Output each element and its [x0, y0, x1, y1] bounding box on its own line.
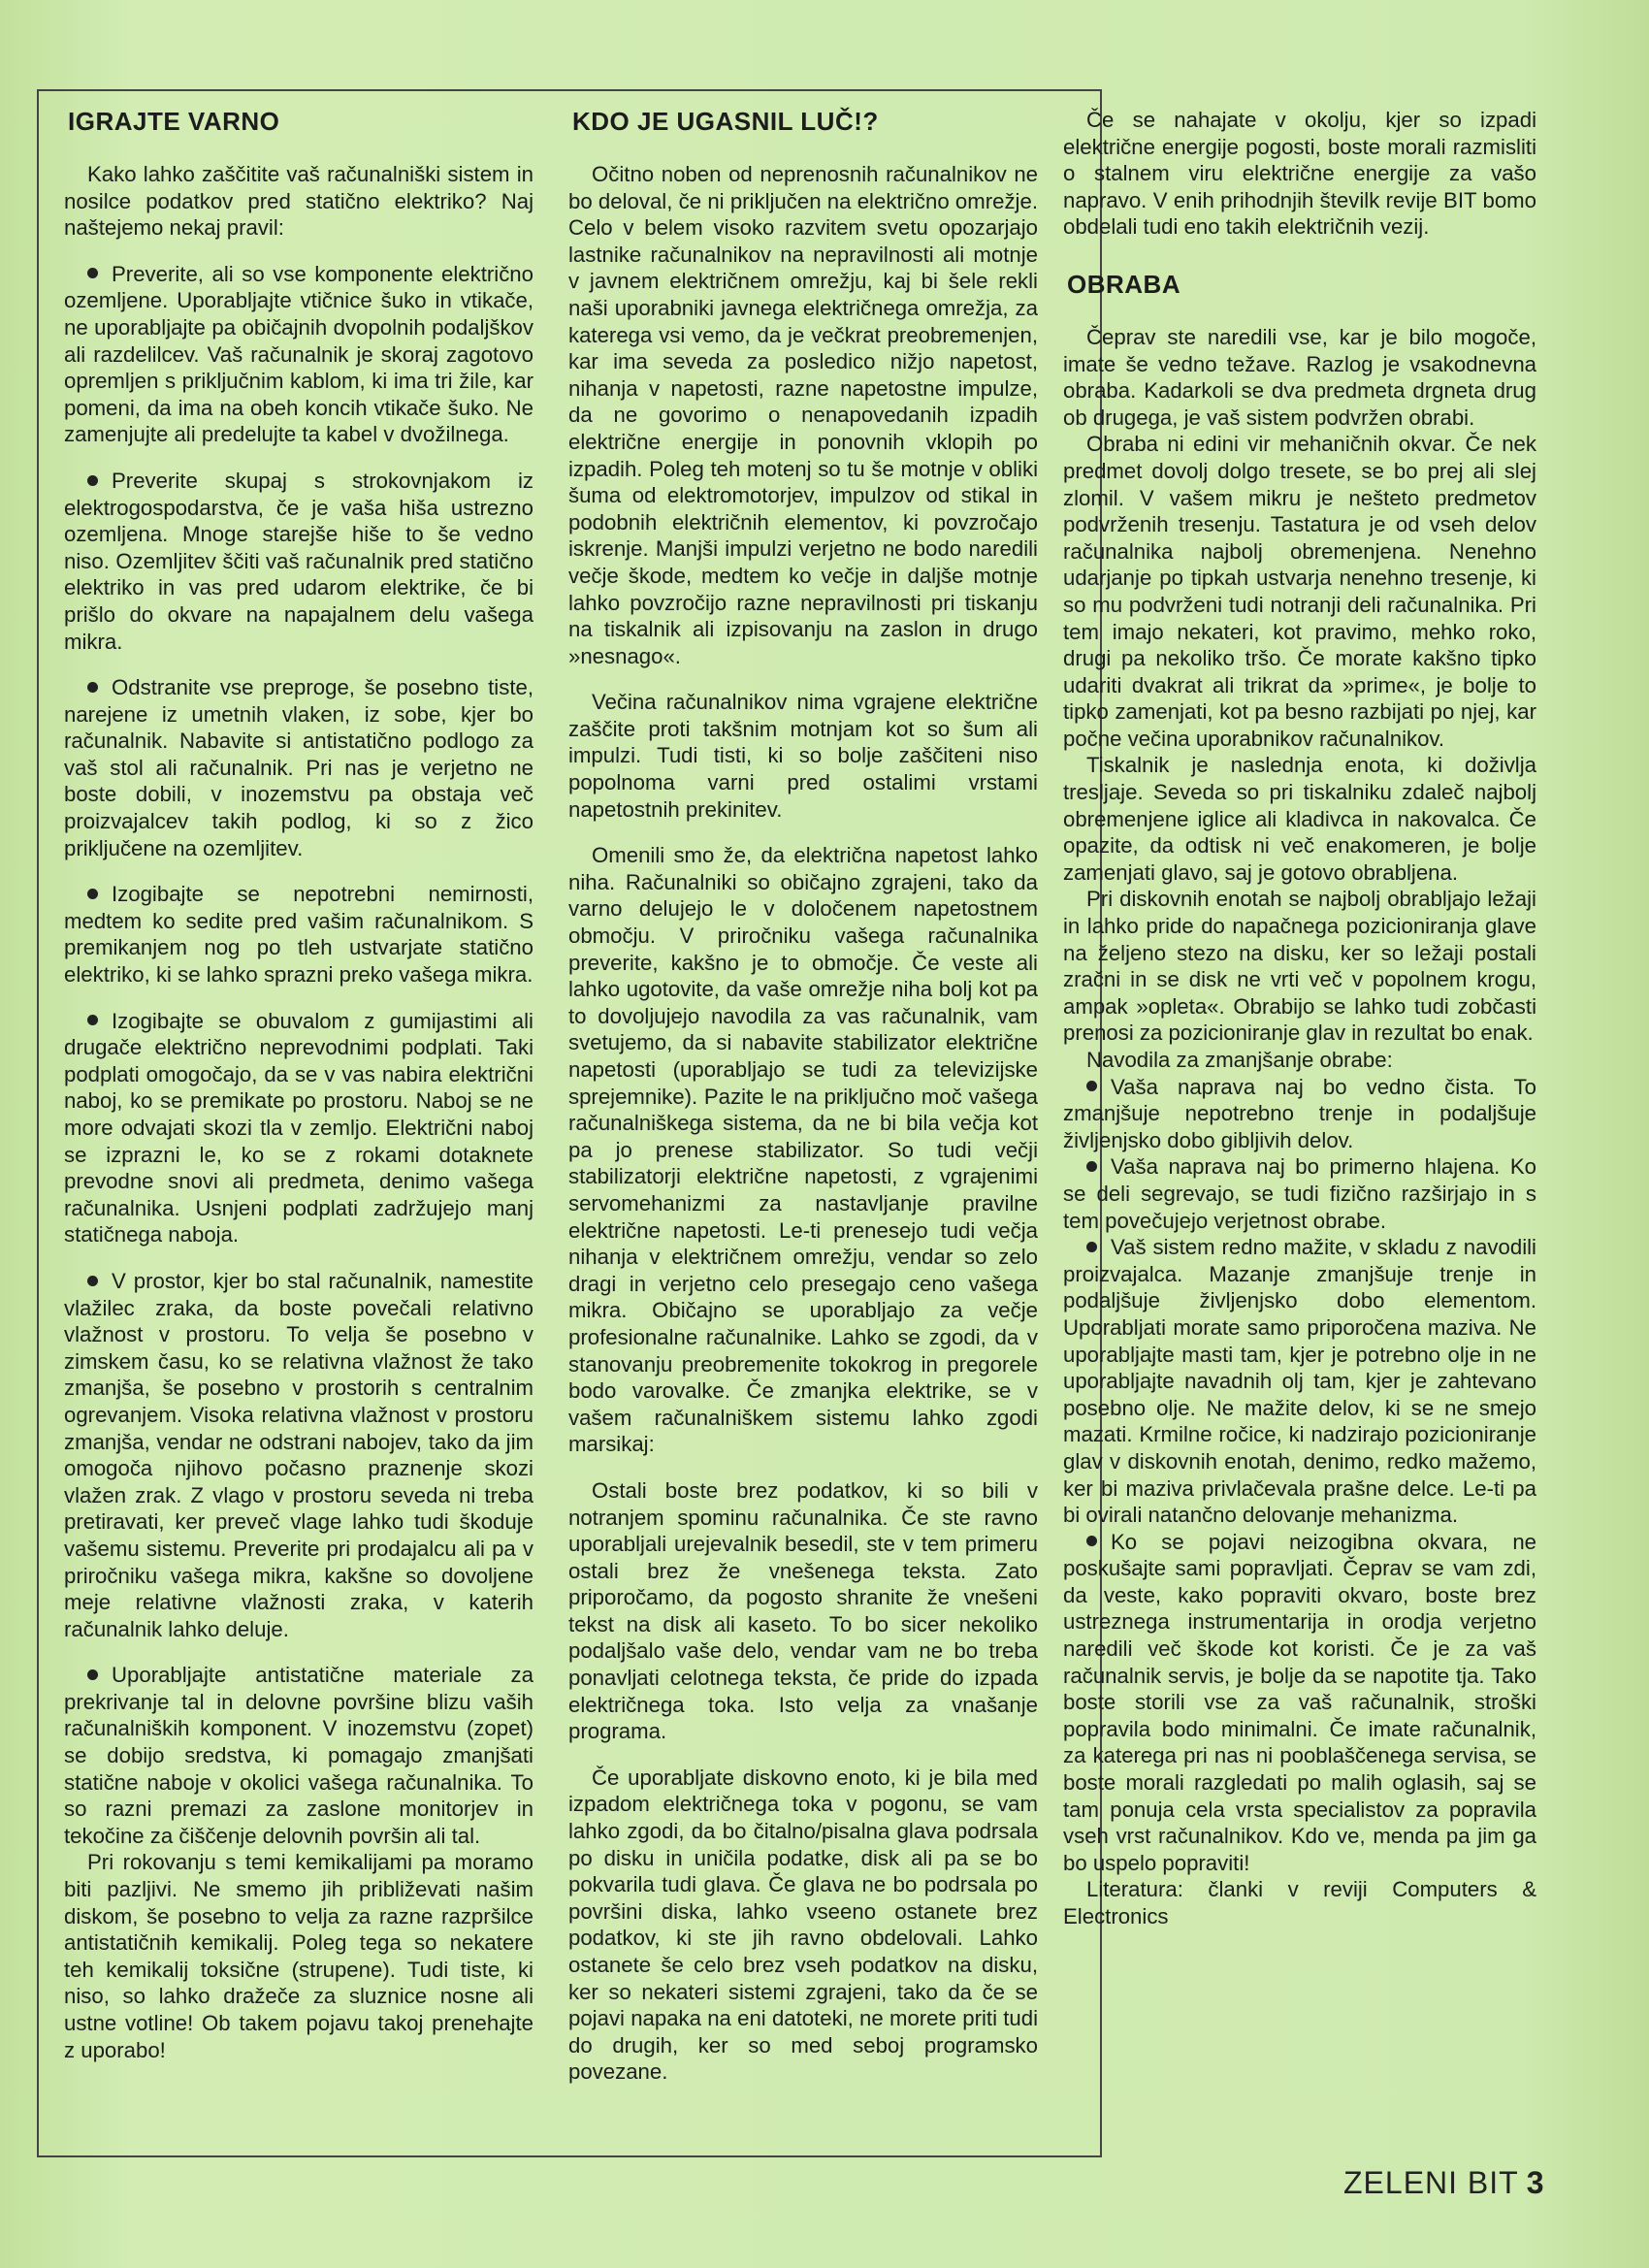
paragraph-text: Odstranite vse preproge, še posebno tiste, narejene iz umetnih vlaken, iz sobe, kjer bo računalnik. Nabavite si antistatično podlogo za vaš stol ali računalnik. Pri nas je verjetno ne boste dobili, v inozemstvu pa obstaja več proizvajalcev takih podlog, ki so z žico priključene na ozemljitev. [64, 675, 534, 860]
bullet-paragraph [64, 1268, 534, 1642]
bullet-icon [87, 1669, 98, 1680]
paragraph-text: Izogibajte se nepotrebni nemirnosti, medtem ko sedite pred vašim računalnikom. S premikanjem nog po tleh ustvarjate statično elektriko, ki se lahko sprazni preko vašega mikra. [64, 882, 534, 988]
paragraph: Če se nahajate v okolju, kjer so izpadi električne energije pogosti, boste morali razmisliti o stalnem viru električne energije za vašo napravo. V enih prihodnjih številk revije BIT bomo obdelali tudi eno takih električnih vezij. [1063, 108, 1536, 240]
column-obraba [1063, 107, 1536, 1930]
paragraph: Pri rokovanju s temi kemikalijami pa moramo biti pazljivi. Ne smemo jih približevati našim diskom, še posebno to velja za razne razpršilce antistatičnih kemikalij. Poleg tega so nekatere teh kemikalij toksične (strupene). Tudi tiste, ki niso, so lahko dražeče za sluznice nosne ali ustne votline! Ob takem pojavu takoj prenehajte z uporabo! [64, 1850, 534, 2062]
bullet-icon [1086, 1161, 1097, 1172]
paragraph-text: Vaša naprava naj bo vedno čista. To zmanjšuje nepotrebno trenje in podaljšuje življenjsko dobo gibljivih delov. [1063, 1074, 1536, 1152]
bullet-icon [87, 268, 98, 278]
bullet-paragraph [1063, 1153, 1536, 1234]
column-igrajte-varno [64, 107, 534, 2063]
bullet-paragraph [64, 1008, 534, 1248]
bullet-paragraph [64, 1662, 534, 1849]
bullet-icon [87, 1276, 98, 1286]
paragraph-text: Izogibajte se obuvalom z gumijastimi ali drugače električno neprevodnimi podplati. Taki podplati omogočajo, da se v vas nabira električni naboj, ko se premikate po prostoru. Naboj se ne more odvajati skozi tla v zemljo. Električni naboj se izprazni le, ko se z rokami dotaknete prevodne snovi ali predmeta, denimo vašega računalnika. Usnjeni podplati zadržujejo manj statičnega naboja. [64, 1008, 534, 1247]
column-kdo-je-ugasnil-luc [568, 107, 1038, 2086]
bullet-paragraph [1063, 1074, 1536, 1154]
paragraph: Ostali boste brez podatkov, ki so bili v notranjem spominu računalnika. Če ste ravno uporabljali urejevalnik besedil, ste v tem primeru ostali brez že vnešenega teksta. Zato priporočamo, da pogosto shranite že vnešeni tekst na disk ali kaseto. To bo sicer nekoliko podaljšalo vaše delo, vendar vam ne bo treba ponavljati celotnega teksta, če pride do izpada električnega toka. Isto velja za vnašanje programa. [568, 1477, 1038, 1744]
bullet-paragraph [64, 468, 534, 655]
bullet-paragraph [1063, 1234, 1536, 1529]
heading-kdo-je-ugasnil-luc: KDO JE UGASNIL LUČ!? [572, 107, 879, 136]
heading-igrajte-varno: IGRAJTE VARNO [68, 107, 280, 136]
paragraph: Tiskalnik je naslednja enota, ki doživlja tresljaje. Seveda so pri tiskalniku zdaleč najbolj obremenjene iglice ali kladivca in nakovalca. Če opazite, da odtisk ni več enakomeren, je bolje zamenjati glavo, saj je gotovo obrabljena. [1063, 753, 1536, 885]
bullet-paragraph [64, 261, 534, 448]
paragraph: Navodila za zmanjšanje obrabe: [1086, 1048, 1393, 1072]
bullet-icon [1086, 1536, 1097, 1546]
paragraph: Čeprav ste naredili vse, kar je bilo mogoče, imate še vedno težave. Razlog je vsakodnevna obraba. Kadarkoli se dva predmeta drgneta drug ob drugega, je vaš sistem podvržen obrabi. [1063, 324, 1536, 430]
paragraph: Pri diskovnih enotah se najbolj obrabljajo ležaji in lahko pride do napačnega pozicioniranja glave na željeno stezo na disku, ker so ležaji postali zračni in se disk ne vrti več v popolnem krogu, ampak »opleta«. Obrabijo se lahko tudi zobčasti prenosi za pozicioniranje glav in rezultat bo enak. [1063, 887, 1536, 1046]
paragraph: Omenili smo že, da električna napetost lahko niha. Računalniki so običajno zgrajeni, tako da varno delujejo le v določenem napetostnem območju. V priročniku vašega računalnika preverite, kakšno je to območje. Če veste ali lahko ugotovite, da vaše omrežje niha bolj kot pa to dovoljujejo navodila za vas računalnik, vam svetujemo, da si nabavite stabilizator električne napetosti (uporabljajo se tudi za televizijske sprejemnike). Pazite le na priključno moč vašega računalniškega sistema, da ne bi bila večja kot pa jo prenese stabilizator. So tudi večji stabilizatorji električne napetosti, z vgrajenimi servomehanizmi za nastavljanje pravilne električne napetosti. Le-ti prenesejo tudi večja nihanja v električnem omrežju, vendar so zelo dragi in verjetno celo presegajo ceno vašega mikra. Običajno se uporabljajo za večje profesionalne računalnike. Lahko se zgodi, da v stanovanju preobremenite tokokrog in pregorele bodo varovalke. Če zmanjka elektrike, se v vašem računalniškem sistemu lahko zgodi marsikaj: [568, 843, 1038, 1457]
paragraph-text: Uporabljajte antistatične materiale za prekrivanje tal in delovne površine blizu vaših računalniških komponent. V inozemstvu (zopet) se dobijo sredstva, ki pomagajo zmanjšati statične naboje v okolici vašega računalnika. To so razni premazi za zaslone monitorjev in tekočine za čiščenje delovnih površin ali tal. [64, 1663, 534, 1848]
bullet-icon [87, 889, 98, 899]
paragraph: Kako lahko zaščitite vaš računalniški sistem in nosilce podatkov pred statično elektriko? Naj naštejemo nekaj pravil: [64, 162, 534, 241]
bullet-paragraph [64, 881, 534, 988]
bullet-icon [1086, 1081, 1097, 1091]
paragraph-text: Preverite, ali so vse komponente električno ozemljene. Uporabljajte vtičnice šuko in vtikače, ne uporabljajte pa običajnih dvopolnih podaljškov ali razdelilcev. Vaš računalnik je skoraj zagotovo opremljen s priključnim kablom, ki ima tri žile, kar pomeni, da ima na obeh koncih vtikače šuko. Ne zamenjujte ali predelujte ta kabel v dvožilnega. [64, 261, 534, 447]
page-footer [1343, 2165, 1545, 2201]
bullet-icon [87, 475, 98, 486]
paragraph-text: Vaša naprava naj bo primerno hlajena. Ko se deli segrevajo, se tudi fizično razširjajo in s tem povečujejo verjetnost obrabe. [1063, 1154, 1536, 1233]
paragraph: Če uporabljate diskovno enoto, ki je bila med izpadom električnega toka v pogonu, se vam lahko zgodi, da bo čitalno/pisalna glava podrsala po disku in uničila podatke, disk ali pa se bo pokvarila tudi glava. Če glava ne bo podrsala po površini diska, lahko vseeno ostanete brez podatkov, ki ste jih ravno obdelovali. Lahko ostanete še celo brez vseh podatkov na disku, ker so nekateri sistemi zgrajeni, tako da če se pojavi napaka na eni datoteki, ne morete priti tudi do drugih, ker so med seboj programsko povezane. [568, 1765, 1038, 2085]
paragraph-text: Vaš sistem redno mažite, v skladu z navodili proizvajalca. Mazanje zmanjšuje trenje in podaljšuje življenjsko dobo elementom. Uporabljati morate samo priporočena maziva. Ne uporabljajte masti tam, kjer je potrebno olje in ne uporabljajte navadnih olj tam, kjer je zahtevano posebno olje. Ne mažite delov, ki se ne smejo mazati. Krmilne ročice, ki nadzirajo pozicioniranje glav v diskovnih enotah, denimo, redko mažemo, ker bi maziva privlačevala prašne delce. Le-ti pa bi ovirali natančno delovanje mehanizma. [1063, 1235, 1536, 1528]
bullet-paragraph [1063, 1529, 1536, 1877]
magazine-name: ZELENI BIT [1343, 2165, 1519, 2200]
page-number: 3 [1526, 2165, 1545, 2200]
paragraph-text: Preverite skupaj s strokovnjakom iz elektrogospodarstva, če je vaša hiša ustrezno ozemljena. Mnoge starejše hiše to še vedno niso. Ozemljitev ščiti vaš računalnik pred statično elektriko in vas pred udarom elektrike, če bi prišlo do okvare na napajalnem delu vašega mikra. [64, 468, 534, 654]
heading-obraba: OBRABA [1067, 269, 1181, 299]
bullet-icon [1086, 1242, 1097, 1252]
paragraph-text: Ko se pojavi neizogibna okvara, ne poskušajte sami popravljati. Čeprav se vam zdi, da veste, kako popraviti okvaro, boste brez ustreznega instrumentarija in orodja verjetno naredili več škode kot koristi. Če je za vaš računalnik servis, je bolje da se napotite tja. Tako boste storili vse za vaš računalnik, stroški popravila bodo minimalni. Če imate računalnik, za katerega pri nas ni pooblaščenega servisa, se boste morali razgledati po malih oglasih, saj se tam ponuja cela vrsta specialistov za popravila vseh vrst računalnikov. Kdo ve, menda pa jim ga bo uspelo popraviti! [1063, 1529, 1536, 1875]
bullet-icon [87, 682, 98, 693]
paragraph: Večina računalnikov nima vgrajene električne zaščite proti takšnim motnjam kot so šum ali impulzi. Tudi tisti, ki so bolje zaščiteni niso popolnoma varni pred ostalimi vrstami napetostnih prekinitev. [568, 690, 1038, 822]
bullet-icon [87, 1015, 98, 1025]
bullet-paragraph [64, 674, 534, 861]
paragraph: Literatura: članki v reviji Computers & Electronics [1063, 1877, 1536, 1928]
paragraph-text: V prostor, kjer bo stal računalnik, namestite vlažilec zraka, da boste povečali relativno vlažnost v prostoru. To velja še posebno v zimskem času, ko se relativna vlažnost že tako zmanjša, še posebno v prostorih s centralnim ogrevanjem. Visoka relativna vlažnost v prostoru zmanjša, vendar ne odstrani nabojev, tako da jim omogoča njihovo počasno praznenje skozi vlažen zrak. Z vlago v prostoru seveda ni treba pretiravati, ker preveč vlage lahko tudi škoduje vašemu sistemu. Preverite pri prodajalcu ali pa v priročniku vašega mikra, kakšne so dovoljene meje relativne vlažnosti zraka, v katerih računalnik lahko deluje. [64, 1268, 534, 1641]
paragraph: Očitno noben od neprenosnih računalnikov ne bo deloval, če ni priključen na električno omrežje. Celo v belem visoko razvitem svetu opozarjajo lastnike računalnikov na nepravilnosti ali motnje v javnem električnem omrežju, kaj bi šele rekli naši uporabniki javnega električnega omrežja, za katerega vsi vemo, da je večkrat preobremenjen, kar ima seveda za posledico nižjo napetost, nihanja v napetosti, razne napetostne impulze, da ne govorimo o nenapovedanih izpadih električne energije in ponovnih vklopih po izpadih. Poleg teh motenj so tu še motnje v obliki šuma od elektromotorjev, impulzov od stikal in podobnih električnih elementov, ki povzročajo iskrenje. Manjši impulzi verjetno ne bodo naredili večje škode, medtem ko večje in daljše motnje lahko povzročijo razne nepravilnosti pri tiskanju na tiskalnik ali izpisovanju na zaslon in drugo »nesnago«. [568, 162, 1038, 668]
paragraph: Obraba ni edini vir mehaničnih okvar. Če nek predmet dovolj dolgo tresete, se bo prej ali slej zlomil. V vašem mikru je nešteto predmetov podvrženih tresenju. Tastatura je od vseh delov računalnika najbolj obremenjena. Nenehno udarjanje po tipkah ustvarja nenehno tresenje, ki so mu podvrženi tudi notranji deli računalnika. Pri tem imajo nekateri, kot pravimo, mehko roko, drugi pa nekoliko tršo. Če morate kakšno tipko udariti dvakrat ali trikrat da »prime«, je bolje to tipko zamenjati, kot pa besno razbijati po njej, kar počne večina uporabnikov računalnikov. [1063, 432, 1536, 751]
